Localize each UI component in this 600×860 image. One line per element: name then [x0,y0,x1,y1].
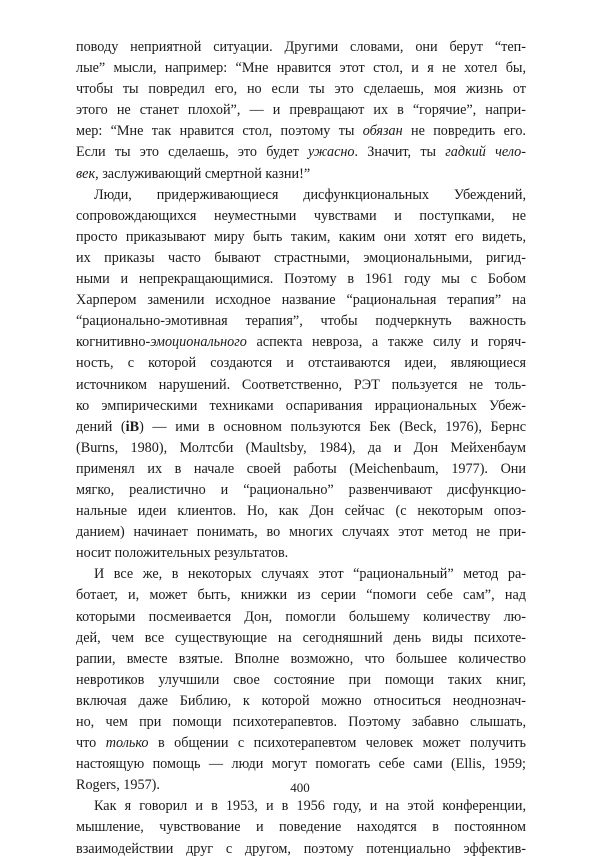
text-line: Как я говорил и в 1953, и в 1956 году, и на этой конференции, [94,798,526,815]
text-line: мышление, чувствование и поведение находятся в постоянном [76,819,526,836]
emphasis: гадкий чело- [445,144,526,161]
text-line: рапии, вместе взятые. Вполне возможно, что большее количество [76,650,526,667]
text-line: Люди, придерживающиеся дисфункциональных Убеждений, [94,186,526,203]
text-line: когнитивно-эмоционального аспекта невроза, а также силу и горяч- [76,334,526,351]
text-line: лые” мысли, например: “Мне нравится этот стол, и я не хотел бы, [76,60,526,77]
text-line: просто приказывают миру быть таким, каким они хотят его видеть, [76,228,526,245]
text-line: применял их в начале своей работы (Meichenbaum, 1977). Они [76,460,526,477]
text-line: сопровождающихся неуместными чувствами и поступками, не [76,207,526,224]
text-line: дей, чем все существующие на сегодняшний день виды психоте- [76,629,526,646]
paragraph-2 [76,185,526,565]
emphasis: только [105,735,149,752]
text-line: И все же, в некоторых случаях этот “рациональный” метод ра- [94,566,526,583]
page-number: 400 [290,780,310,795]
text-line: этого не станет плохой”, — и превращают их в “горячие”, напри- [76,102,526,119]
text-line: поводу неприятной ситуации. Другими словами, они берут “теп- [76,39,526,55]
emphasis: век [76,165,96,182]
text-line: их приказы часто бывают страстными, эмоциональными, ригид- [76,249,526,266]
text-line: чтобы ты повредил его, но если ты это сделаешь, моя жизнь от [76,81,526,98]
text-line: настоящую помощь — люди могут помогать себе сами (Ellis, 1959; [76,756,526,773]
bold-term: iB [125,418,140,435]
text-line: включая даже Библию, к которой можно относиться неоднознач- [76,692,526,709]
text-line: взаимодействии друг с другом, поэтому потенциально эффектив- [76,840,526,857]
paragraph-1 [76,37,526,185]
paragraph-3 [76,564,526,796]
text-line: Rogers, 1957). [76,777,160,794]
emphasis: эмоционального [150,334,247,351]
text-line: нальные идеи клиентов. Но, как Дон сейчас (с некоторым опоз- [76,503,526,520]
text-line: что только в общении с психотерапевтом человек может получить [76,735,527,752]
text-line: ными и непрекращающимися. Поэтому в 1961 году мы с Бобом [76,271,526,288]
text-line: “рационально-эмотивная терапия”, чтобы подчеркнуть важность [76,313,526,330]
text-line: ботает, и, может быть, книжки из серии “помоги себе сам”, над [76,587,526,604]
text-line: (Burns, 1980), Молтсби (Maultsby, 1984), да и Дон Мейхенбаум [76,439,526,456]
text-line: ность, с которой создаются и отстаиваются идеи, являющиеся [76,355,526,372]
text-line: данием) начинает понимать, во многих случаях этот метод не при- [76,524,526,541]
emphasis: ужасно [308,144,355,161]
text-line: век, заслуживающий смертной казни!” [76,165,311,182]
text-line: невротиков улучшили свое состояние при помощи таких книг, [76,671,526,688]
text-line: мягко, реалистично и “рационально” развенчивают дисфункцио- [76,481,526,498]
text-line: дений (iB) — ими в основном пользуются Бек (Beck, 1976), Бернс [76,418,526,435]
text-line: мер: “Мне так нравится стол, поэтому ты обязан не повредить его. [76,123,526,140]
text-line: носит положительных результатов. [76,545,289,562]
text-line: ко эмпирическими техниками оспаривания иррациональных Убеж- [76,397,526,414]
text-line: Если ты это сделаешь, это будет ужасно. Значит, ты гадкий чело- [76,144,526,161]
body-text [76,37,526,860]
text-line: источником нарушений. Соответственно, РЭТ пользуется не толь- [76,376,526,393]
text-line: которыми посмеивается Дон, помогли большему количеству лю- [76,608,526,625]
text-line: Харпером заменили исходное название “рациональная терапия” на [76,292,526,309]
text-line: но, чем при помощи психотерапевтов. Поэтому забавно слышать, [76,714,526,730]
paragraph-4 [76,796,526,859]
emphasis: обязан [362,123,403,140]
